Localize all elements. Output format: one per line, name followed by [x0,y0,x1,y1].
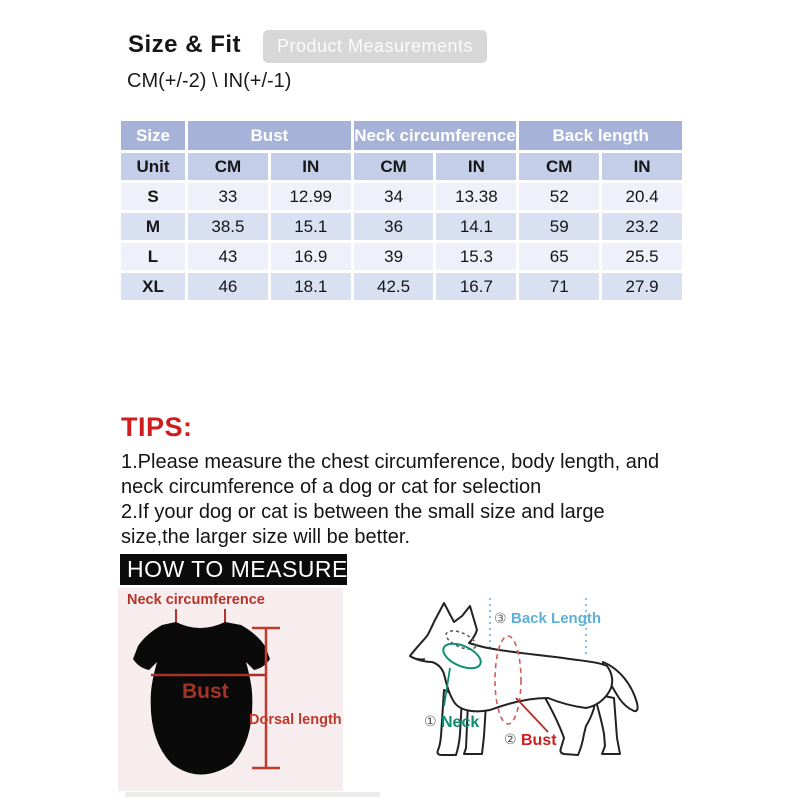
table-cell: 25.5 [602,243,682,270]
table-cell: 15.3 [436,243,516,270]
size-cell: XL [121,273,185,300]
unit-cell: CM [519,153,599,180]
tips-line: 2.If your dog or cat is between the small size and large [121,501,605,523]
column-header-size: Size [121,121,185,150]
dog-diagram-svg [398,586,698,794]
table-row-m [121,213,682,240]
table-cell: 42.5 [354,273,434,300]
product-measurements-badge: Product Measurements [263,30,487,63]
size-table [118,118,685,303]
tips-section [121,412,701,550]
unit-cell: IN [602,153,682,180]
shirt-bust-label: Bust [182,680,229,703]
tips-heading: TIPS: [121,412,193,442]
table-cell: 52 [519,183,599,210]
table-cell: 43 [188,243,268,270]
unit-cell: CM [188,153,268,180]
column-header-back-length: Back length [519,121,682,150]
shirt-dorsal-label: Dorsal length [249,712,342,728]
table-cell: 18.1 [271,273,351,300]
table-cell: 39 [354,243,434,270]
table-row-xl [121,273,682,300]
page-title: Size & Fit [128,31,242,58]
table-cell: 23.2 [602,213,682,240]
dog-bust-label: Bust [521,732,557,749]
size-cell: M [121,213,185,240]
table-cell: 38.5 [188,213,268,240]
table-cell: 71 [519,273,599,300]
unit-label: Unit [121,153,185,180]
table-cell: 36 [354,213,434,240]
size-cell: S [121,183,185,210]
table-cell: 59 [519,213,599,240]
shirt-measure-diagram [118,588,343,791]
table-cell: 14.1 [436,213,516,240]
circled-2-icon: ② [504,731,517,747]
table-group-header-row [121,121,682,150]
table-cell: 12.99 [271,183,351,210]
table-cell: 16.7 [436,273,516,300]
circled-1-icon: ① [424,713,437,729]
tips-line: size,the larger size will be better. [121,526,411,548]
dog-measure-diagram [398,586,698,794]
table-cell: 13.38 [436,183,516,210]
unit-cell: IN [271,153,351,180]
table-cell: 46 [188,273,268,300]
table-row-s [121,183,682,210]
tolerance-note: CM(+/-2) \ IN(+/-1) [127,70,292,92]
tips-line: 1.Please measure the chest circumference, body length, and [121,451,660,473]
dog-back-length-label: Back Length [511,610,602,627]
unit-cell: IN [436,153,516,180]
size-cell: L [121,243,185,270]
table-row-l [121,243,682,270]
next-section-edge [125,792,380,797]
table-cell: 33 [188,183,268,210]
circled-3-icon: ③ [494,610,507,626]
table-unit-row [121,153,682,180]
how-to-measure-heading: HOW TO MEASURE [120,554,347,585]
bust-pointer-line [516,698,548,732]
table-cell: 16.9 [271,243,351,270]
table-cell: 65 [519,243,599,270]
table-cell: 15.1 [271,213,351,240]
table-cell: 20.4 [602,183,682,210]
dog-neck-label: Neck [441,714,480,731]
table-cell: 27.9 [602,273,682,300]
tips-line: neck circumference of a dog or cat for selection [121,476,542,498]
table-cell: 34 [354,183,434,210]
unit-cell: CM [354,153,434,180]
shirt-diagram-svg [118,588,343,791]
column-header-neck: Neck circumference [354,121,517,150]
shirt-neck-label: Neck circumference [127,592,265,608]
column-header-bust: Bust [188,121,351,150]
